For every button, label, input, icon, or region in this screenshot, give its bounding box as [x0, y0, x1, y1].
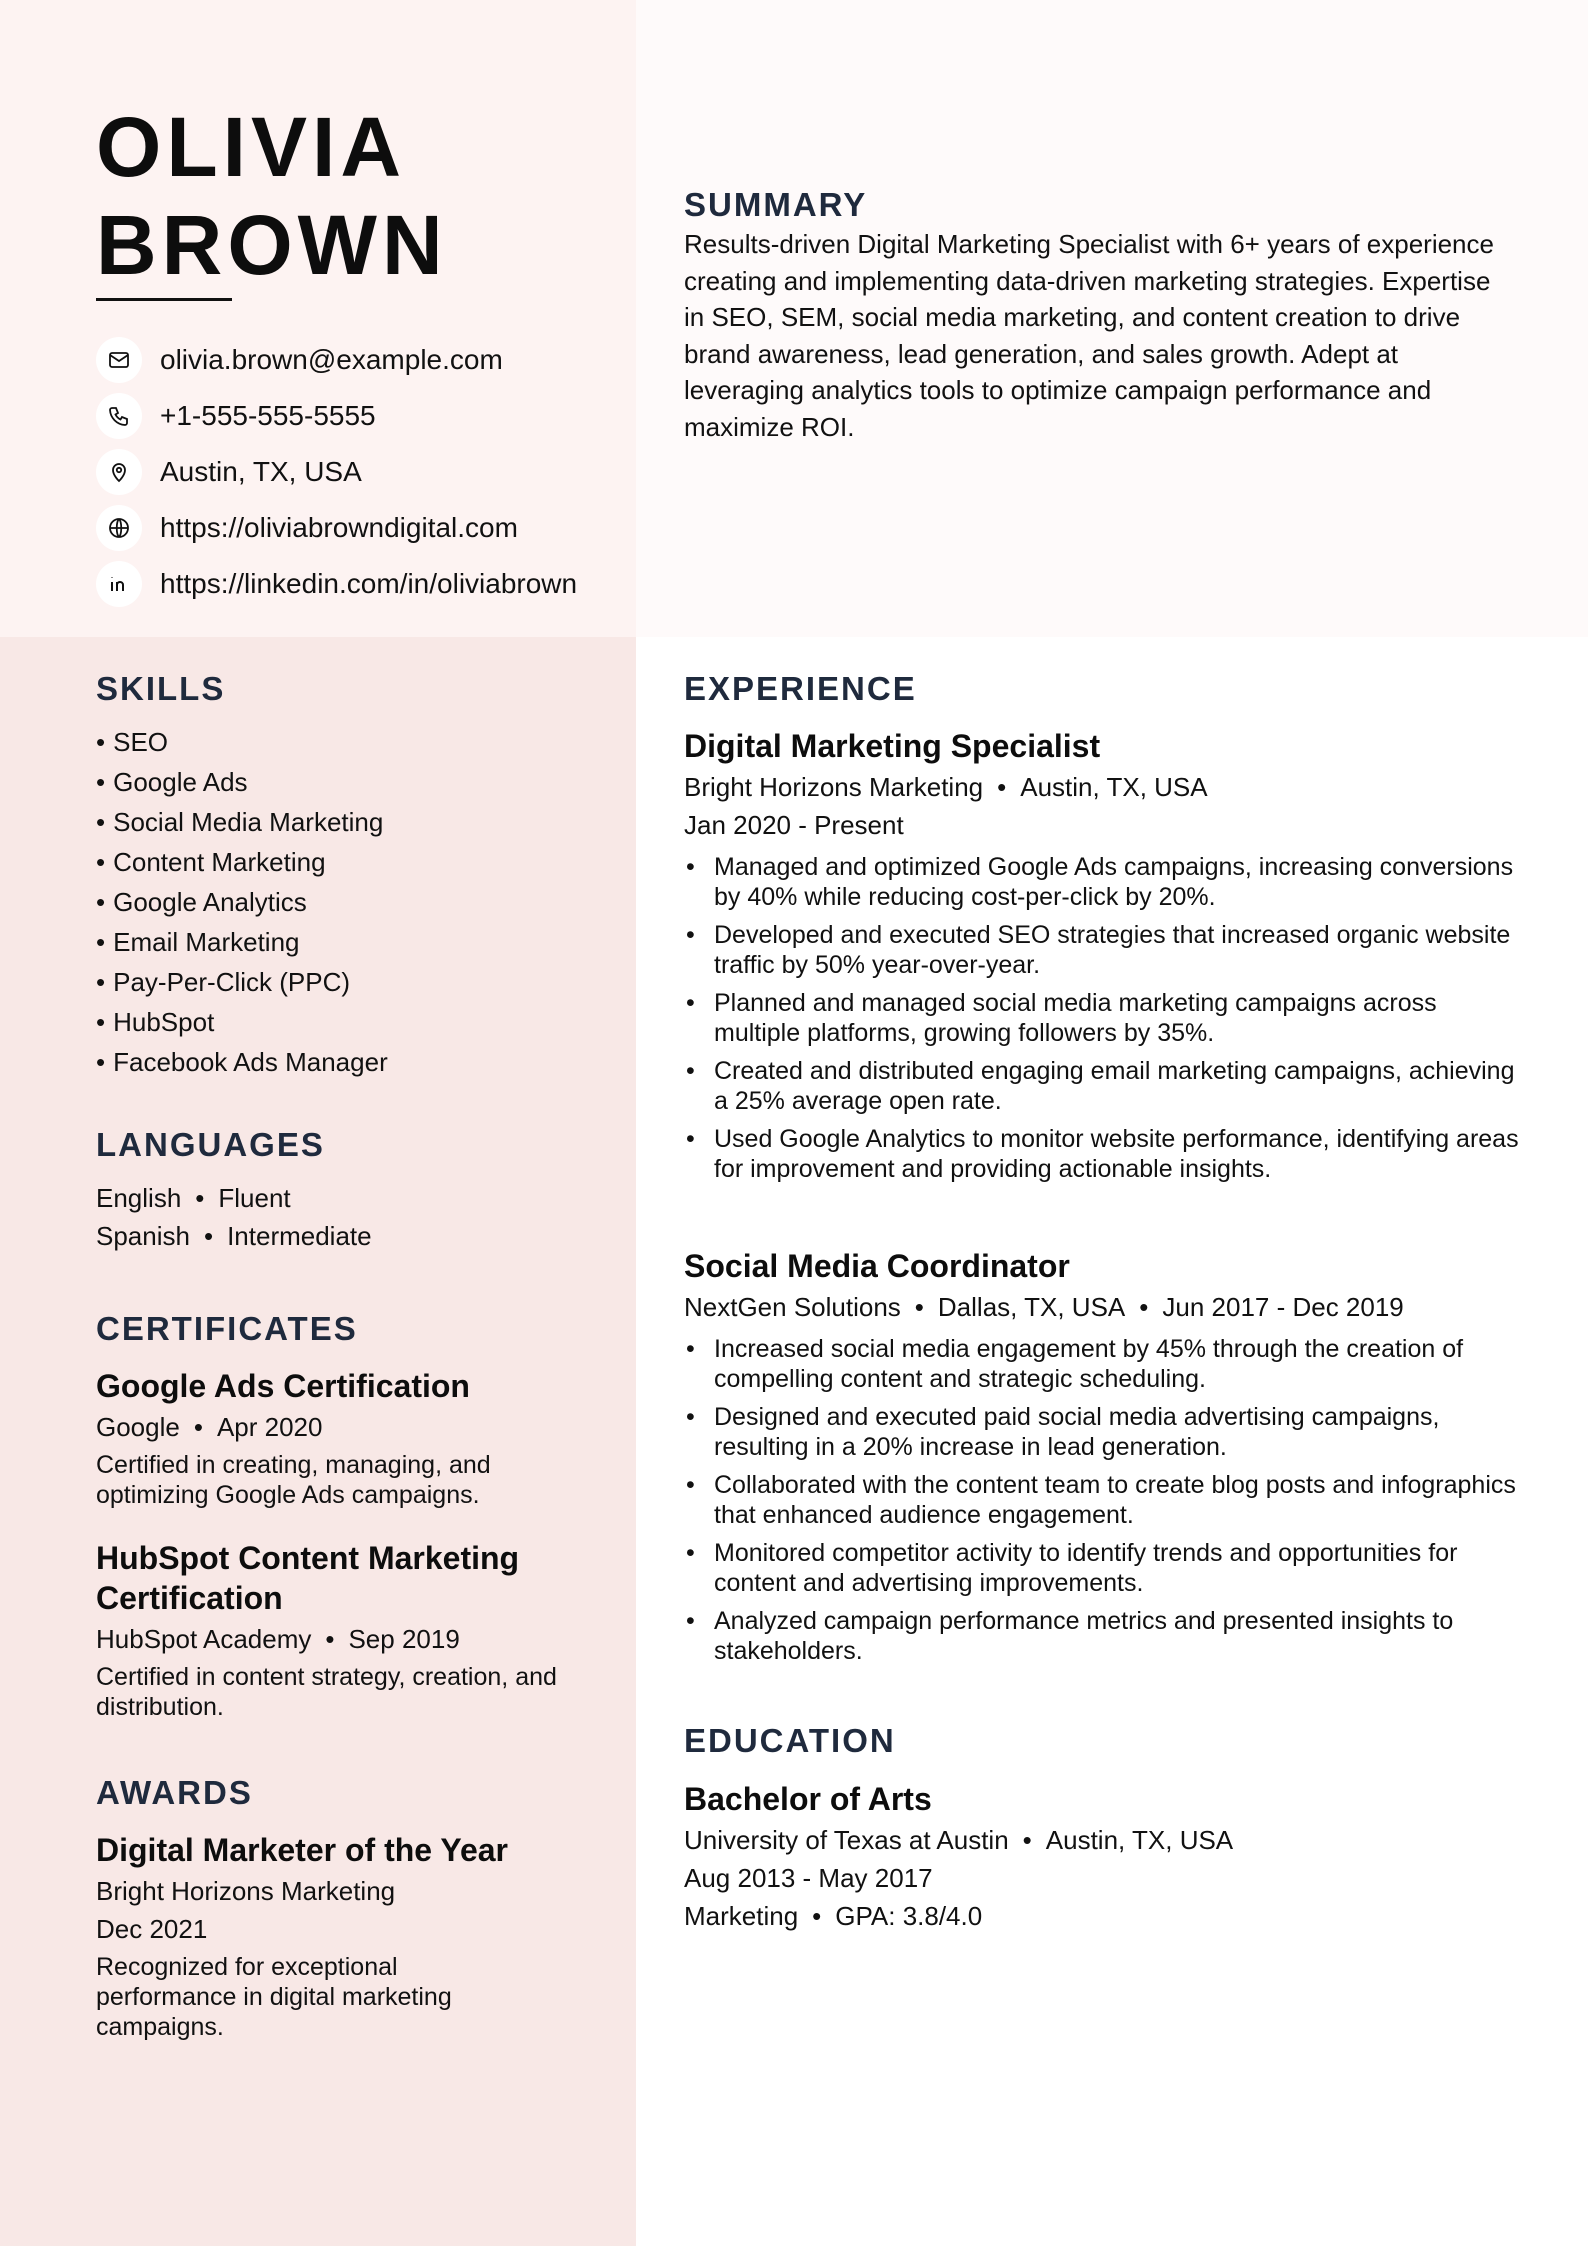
certificate-title: HubSpot Content Marketing Certification: [96, 1540, 520, 1616]
job-bullet: • Managed and optimized Google Ads campaigns, increasing conversions by 40% while reducing cost-per-click by 20%.: [684, 852, 1524, 912]
job-bullet: • Planned and managed social media marketing campaigns across multiple platforms, growing followers by 35%.: [684, 988, 1524, 1048]
job-bullet: • Designed and executed paid social media advertising campaigns, resulting in a 20% increase in lead generation.: [684, 1402, 1524, 1462]
language-row: English • Fluent: [96, 1183, 291, 1213]
certificate-title: Google Ads Certification: [96, 1368, 470, 1404]
contact-list: [96, 332, 577, 612]
job-title: Digital Marketing Specialist: [684, 728, 1101, 764]
last-name: BROWN: [96, 198, 448, 292]
awards-heading: AWARDS: [96, 1774, 253, 1811]
language-row: Spanish • Intermediate: [96, 1221, 372, 1251]
certificates-heading: CERTIFICATES: [96, 1310, 358, 1347]
skill-item: • Pay-Per-Click (PPC): [96, 962, 388, 1002]
certificate-item: [96, 1538, 576, 1722]
certificate-issuer: Google: [96, 1412, 180, 1442]
languages-list: [96, 1179, 596, 1255]
job-location: Austin, TX, USA: [1020, 772, 1208, 802]
certificate-date: Sep 2019: [348, 1624, 460, 1654]
education-field: Marketing: [684, 1901, 799, 1931]
skill-item: • HubSpot: [96, 1002, 388, 1042]
school-location: Austin, TX, USA: [1045, 1825, 1234, 1855]
job-bullet: • Used Google Analytics to monitor website performance, identifying areas for improvement and providing actionable insights.: [684, 1124, 1524, 1184]
first-name: OLIVIA: [96, 100, 407, 194]
award-title: Digital Marketer of the Year: [96, 1832, 508, 1868]
award-date: Dec 2021: [96, 1914, 208, 1944]
skills-list: [96, 722, 388, 1082]
languages-heading: LANGUAGES: [96, 1126, 325, 1163]
experience-item: [684, 1246, 1524, 1674]
contact-linkedin[interactable]: [96, 556, 577, 612]
phone-icon: [96, 393, 142, 439]
contact-location-text: Austin, TX, USA: [160, 456, 362, 487]
skill-item: • Google Ads: [96, 762, 388, 802]
job-location: Dallas, TX, USA: [937, 1292, 1126, 1322]
language-level: Intermediate: [227, 1221, 372, 1251]
job-bullet: • Developed and executed SEO strategies that increased organic website traffic by 50% year-over-year.: [684, 920, 1524, 980]
education-field-row: Marketing • GPA: 3.8/4.0: [684, 1901, 983, 1931]
job-company: Bright Horizons Marketing: [684, 772, 984, 802]
certificate-issuer: HubSpot Academy: [96, 1624, 312, 1654]
summary-heading: SUMMARY: [684, 186, 868, 223]
certificate-description: Certified in creating, managing, and optimizing Google Ads campaigns.: [96, 1451, 491, 1509]
mail-icon: [96, 337, 142, 383]
certificate-item: [96, 1366, 596, 1510]
language-name: Spanish: [96, 1221, 190, 1251]
certificate-meta: Google • Apr 2020: [96, 1412, 323, 1442]
award-description: Recognized for exceptional performance in digital marketing campaigns.: [96, 1953, 452, 2041]
job-bullet: • Analyzed campaign performance metrics and presented insights to stakeholders.: [684, 1606, 1524, 1666]
contact-phone[interactable]: [96, 388, 577, 444]
skill-item: • Google Analytics: [96, 882, 388, 922]
job-bullet: • Increased social media engagement by 45% through the creation of compelling content and strategic scheduling.: [684, 1334, 1524, 1394]
education-meta: University of Texas at Austin • Austin, TX, USA: [684, 1825, 1234, 1855]
job-dates: Jan 2020 - Present: [684, 810, 904, 840]
skill-item: • Facebook Ads Manager: [96, 1042, 388, 1082]
contact-website[interactable]: [96, 500, 577, 556]
experience-item: [684, 726, 1524, 1192]
education-dates: Aug 2013 - May 2017: [684, 1863, 933, 1893]
education-item: [684, 1779, 1524, 1935]
certificate-meta: HubSpot Academy • Sep 2019: [96, 1624, 460, 1654]
school-name: University of Texas at Austin: [684, 1825, 1009, 1855]
job-bullets: [684, 852, 1524, 1184]
name-underline: [96, 298, 232, 301]
certificate-date: Apr 2020: [216, 1412, 323, 1442]
job-bullet: • Collaborated with the content team to create blog posts and infographics that enhanced audience engagement.: [684, 1470, 1524, 1530]
degree-title: Bachelor of Arts: [684, 1781, 932, 1817]
education-heading: EDUCATION: [684, 1722, 896, 1759]
contact-linkedin-text: https://linkedin.com/in/oliviabrown: [160, 568, 578, 599]
contact-website-text: https://oliviabrowndigital.com: [160, 512, 518, 543]
skill-item: • Social Media Marketing: [96, 802, 388, 842]
contact-email[interactable]: [96, 332, 577, 388]
linkedin-icon: [96, 561, 142, 607]
job-dates: Jun 2017 - Dec 2019: [1162, 1292, 1404, 1322]
job-bullet: • Monitored competitor activity to identify trends and opportunities for content and advertising improvements.: [684, 1538, 1524, 1598]
job-bullet: • Created and distributed engaging email marketing campaigns, achieving a 25% average open rate.: [684, 1056, 1524, 1116]
contact-location: [96, 444, 577, 500]
job-bullets: [684, 1334, 1524, 1666]
award-issuer: Bright Horizons Marketing: [96, 1876, 396, 1906]
skills-heading: SKILLS: [96, 670, 226, 707]
skill-item: • SEO: [96, 722, 388, 762]
contact-phone-text: +1-555-555-5555: [160, 400, 376, 431]
job-company: NextGen Solutions: [684, 1292, 901, 1322]
experience-heading: EXPERIENCE: [684, 670, 917, 707]
candidate-name: [96, 98, 448, 294]
award-item: [96, 1830, 536, 2042]
skill-item: • Email Marketing: [96, 922, 388, 962]
job-title: Social Media Coordinator: [684, 1248, 1070, 1284]
education-gpa: GPA: 3.8/4.0: [835, 1901, 983, 1931]
globe-icon: [96, 505, 142, 551]
contact-email-text: olivia.brown@example.com: [160, 344, 503, 375]
location-pin-icon: [96, 449, 142, 495]
language-level: Fluent: [218, 1183, 291, 1213]
language-name: English: [96, 1183, 182, 1213]
skill-item: • Content Marketing: [96, 842, 388, 882]
summary-text: Results-driven Digital Marketing Specialist with 6+ years of experience creating and implementing data-driven marketing strategies. Expertise in SEO, SEM, social media marketing, and content creation to drive brand awareness, lead generation, and sales growth. Adept at leveraging analytics tools to optimize campaign performance and maximize ROI.: [684, 229, 1494, 442]
job-meta: NextGen Solutions • Dallas, TX, USA • Jun 2017 - Dec 2019: [684, 1292, 1404, 1322]
certificate-description: Certified in content strategy, creation, and distribution.: [96, 1663, 557, 1721]
job-meta: Bright Horizons Marketing • Austin, TX, USA: [684, 772, 1208, 802]
